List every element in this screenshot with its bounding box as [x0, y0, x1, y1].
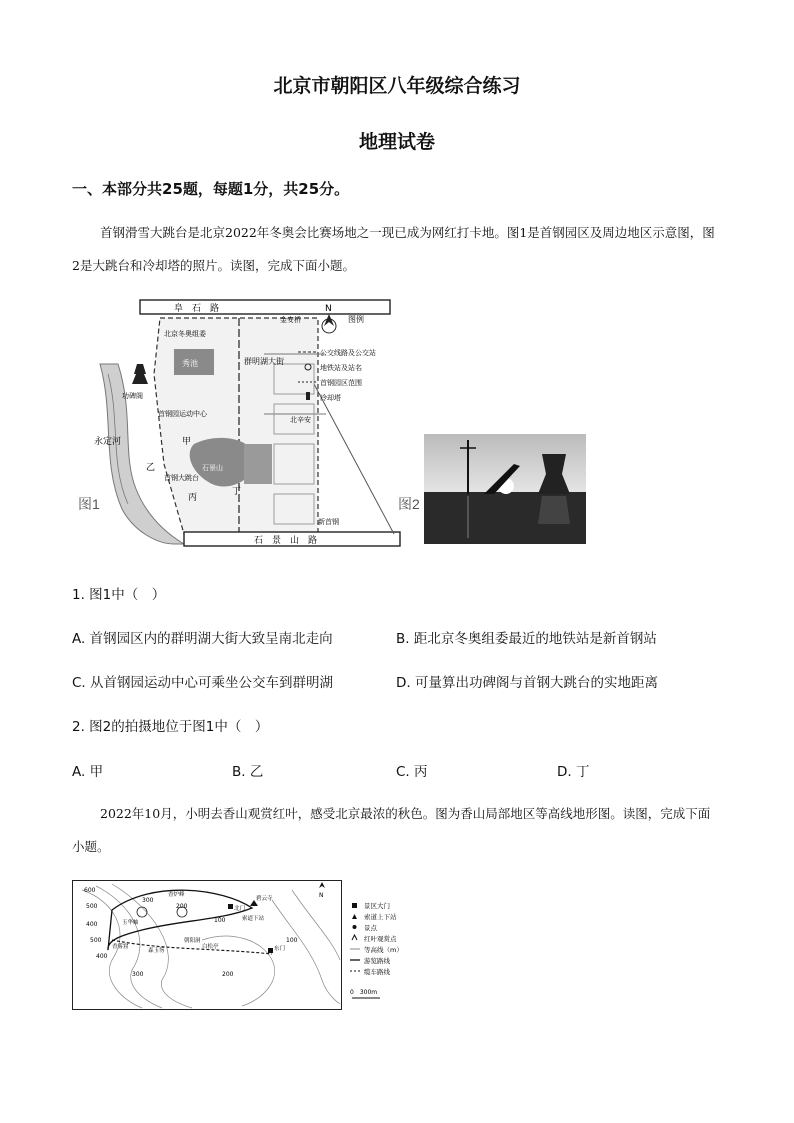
q1-option-c[interactable]: C. 从首钢园运动中心可乘坐公交车到群明湖 [72, 675, 334, 691]
passage-2 [72, 797, 722, 863]
place-xiuchi: 秀池 [182, 359, 198, 368]
exam-subtitle: 地理试卷 [358, 131, 435, 153]
contour-300b: 300 [132, 971, 144, 978]
place-beixinzhuang: 北辛安 [290, 416, 311, 424]
figure-2-photo [424, 434, 586, 544]
q1-option-a[interactable]: A. 首钢园区内的群明湖大街大致呈南北走向 [72, 631, 333, 647]
place-gongbei: 功碑阁 [122, 392, 143, 400]
contour-200a: 200 [176, 903, 188, 910]
q2-option-b[interactable]: B. 乙 [232, 764, 264, 780]
marker-yi: 乙 [146, 463, 156, 473]
place-xinshougang: 新首钢 [318, 518, 339, 526]
marker-bing: 丙 [188, 493, 198, 503]
question-2-stem: 2. 图2的拍摄地位于图1中（ ） [72, 719, 269, 735]
place-center: 首钢园运动中心 [158, 410, 207, 418]
contour-400a: 400 [86, 921, 98, 928]
place-jinanqiao: 金安桥 [280, 316, 301, 324]
fig3-compass: N [319, 892, 324, 899]
fig3-place-3: 香雾窟 [112, 944, 129, 950]
road-vertical: 群明湖大街 [244, 357, 284, 366]
fig3-place-6: 白松亭 [202, 944, 219, 950]
passage-1 [72, 216, 722, 282]
legend-title: 图例 [348, 315, 364, 324]
fig3-place-9: 碧云寺 [256, 896, 273, 902]
contour-600: 600 [84, 887, 96, 894]
compass-n: N [325, 304, 332, 314]
fig3-place-2: 香炉峰 [168, 892, 185, 898]
fig3-place-8: 东门 [274, 946, 286, 952]
q2-option-c[interactable]: C. 丙 [396, 764, 428, 780]
fig3-legend-gate: 景区大门 [364, 902, 390, 910]
passage-1-text: 首钢滑雪大跳台是北京2022年冬奥会比赛场地之一现已成为网红打卡地。图1是首钢园区及周边地区示意图，图2是大跳台和冷却塔的照片。读图，完成下面小题。 [72, 225, 715, 273]
figure-1-label: 图1 [78, 496, 100, 512]
q2-option-d[interactable]: D. 丁 [557, 764, 590, 780]
contour-500b: 500 [90, 937, 102, 944]
contour-100a: 100 [214, 917, 226, 924]
contour-200b: 200 [222, 971, 234, 978]
fig3-legend-route: 游览路线 [364, 957, 390, 965]
place-olympic: 北京冬奥组委 [164, 330, 206, 338]
place-yongding: 永定河 [94, 437, 122, 447]
contour-500a: 500 [86, 903, 98, 910]
fig3-place-1: 玉华岫 [122, 920, 139, 926]
contour-100b: 100 [286, 937, 298, 944]
fig3-legend-redleaf: 红叶观赏点 [364, 935, 397, 943]
marker-ding: 丁 [232, 487, 242, 497]
passage-2-text: 2022年10月，小明去香山观赏红叶，感受北京最浓的秋色。图为香山局部地区等高线地形图。读图，完成下面小题。 [72, 806, 711, 854]
marker-jia: 甲 [182, 437, 192, 447]
figure-3-legend [350, 900, 440, 1010]
fig3-scale: 0 300m [350, 989, 378, 996]
legend-item-boundary: 首钢园区范围 [320, 379, 362, 387]
legend-item-metro: 地铁站及站名 [320, 364, 362, 372]
q1-option-d[interactable]: D. 可量算出功碑阁与首钢大跳台的实地距离 [396, 675, 658, 691]
fig3-place-10: 索道下站 [242, 916, 265, 922]
legend-item-bus: 公交线路及公交站 [320, 349, 376, 357]
contour-400b: 400 [96, 953, 108, 960]
fig3-place-4: 森玉笏 [148, 948, 165, 954]
figure-1-map [94, 294, 404, 554]
place-stone: 石景山 [202, 464, 223, 472]
fig3-legend-cablecar: 缆车路线 [364, 968, 390, 976]
fig3-legend-cable: 索道上下站 [364, 913, 397, 921]
fig3-place-7: 北门 [234, 906, 246, 912]
q2-option-a[interactable]: A. 甲 [72, 764, 104, 780]
contour-300a: 300 [142, 897, 154, 904]
question-1-stem: 1. 图1中（ ） [72, 587, 166, 603]
section-heading: 一、本部分共25题，每题1分，共25分。 [72, 180, 350, 198]
exam-title: 北京市朝阳区八年级综合练习 [273, 75, 521, 97]
legend-item-tower: 冷却塔 [320, 394, 341, 402]
fig3-legend-contour: 等高线（m） [364, 946, 403, 954]
q1-option-b[interactable]: B. 距北京冬奥组委最近的地铁站是新首钢站 [396, 631, 657, 647]
road-south: 石 景 山 路 [254, 536, 318, 546]
figure-2-label: 图2 [398, 496, 420, 512]
fig3-legend-spot: 景点 [364, 924, 377, 932]
place-jump: 首钢大跳台 [164, 474, 199, 482]
road-north: 阜 石 路 [174, 304, 220, 314]
figure-3-contour-map [72, 880, 342, 1010]
fig3-place-5: 朝阳洞 [184, 938, 201, 944]
